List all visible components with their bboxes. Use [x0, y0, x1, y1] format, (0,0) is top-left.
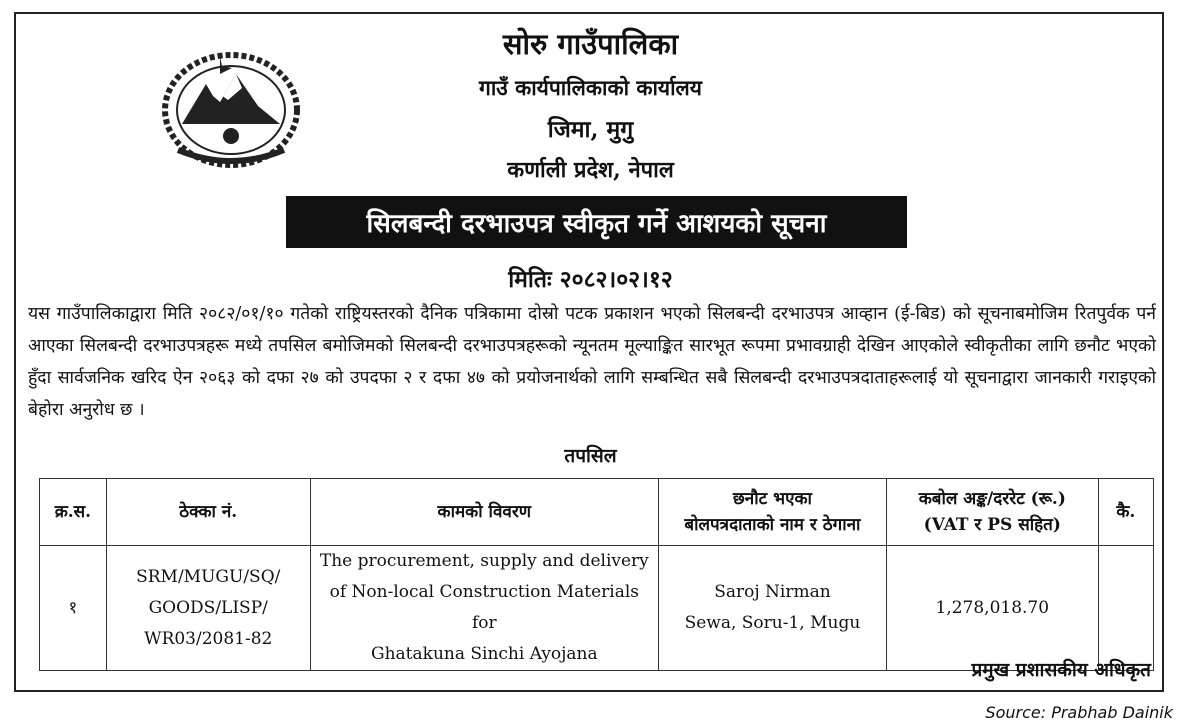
- header-contract: ठेक्का नं.: [106, 479, 310, 546]
- notice-title-banner: सिलबन्दी दरभाउपत्र स्वीकृत गर्ने आशयको सूचना: [286, 196, 907, 248]
- desc-line3: Ghatakuna Sinchi Ayojana: [371, 644, 598, 664]
- header-remarks: कै.: [1098, 479, 1153, 546]
- municipality-title: सोरु गाउँपालिका: [502, 27, 679, 61]
- cell-description: [310, 546, 658, 671]
- header-amount-line1: कबोल अङ्क/दररेट (रू.): [918, 489, 1066, 509]
- signer-title: प्रमुख प्रशासकीय अधिकृत: [971, 659, 1151, 681]
- cell-sn: १: [40, 546, 107, 671]
- header-description: कामको विवरण: [310, 479, 658, 546]
- desc-line2: of Non-local Construction Materials for: [329, 582, 640, 633]
- header-bidder-line2: बोलपत्रदाताको नाम र ठेगाना: [684, 515, 861, 535]
- award-table: [39, 478, 1154, 671]
- table-heading: तपसिल: [564, 445, 617, 467]
- header-bidder: [659, 479, 887, 546]
- desc-line1: The procurement, supply and delivery: [319, 551, 649, 571]
- province-line: कर्णाली प्रदेश, नेपाल: [507, 157, 674, 183]
- notice-date: मितिः २०८२।०२।१२: [508, 266, 673, 293]
- bidder-line2: Sewa, Soru-1, Mugu: [684, 613, 861, 633]
- notice-body: यस गाउँपालिकाद्वारा मिति २०८२/०१/१० गतेको राष्ट्रियस्तरको दैनिक पत्रिकामा दोस्रो पटक प्रकाशन भएको सिलबन्दी दरभाउपत्र आव्हान (ई-बिड) को सूचनाबमोजिम रितपुर्वक पर्न आएका सिलबन्दी दरभाउपत्रहरू मध्ये तपसिल बमोजिमको सिलबन्दी दरभाउपत्रहरूको न्यूनतम मूल्याङ्कित सारभूत रूपमा प्रभावग्राही देखिन आएकोले स्वीकृतीका लागि छनौट भएको हुँदा सार्वजनिक खरिद ऐन २०६३ को दफा २७ को उपदफा २ र दफा ४७ को प्रयोजनार्थको लागि सम्बन्धित सबै सिलबन्दी दरभाउपत्रदाताहरूलाई यो सूचनाद्वारा जानकारी गराइएको बेहोरा अनुरोध छ ।: [28, 304, 1156, 420]
- office-name: गाउँ कार्यपालिकाको कार्यालय: [479, 75, 702, 100]
- office-location: जिमा, मुगु: [547, 116, 634, 143]
- header-amount: [886, 479, 1098, 546]
- cell-bidder: [659, 546, 887, 671]
- table-header-row: [40, 479, 1154, 546]
- header-bidder-line1: छनौट भएका: [732, 489, 812, 509]
- table-row: [40, 546, 1154, 671]
- bidder-line1: Saroj Nirman: [714, 582, 831, 602]
- contract-line1: SRM/MUGU/SQ/: [136, 566, 281, 587]
- contract-line2: GOODS/LISP/: [148, 597, 268, 618]
- cell-remarks: [1098, 546, 1153, 671]
- header-amount-line2: (VAT र PS सहित): [923, 515, 1061, 535]
- cell-amount: 1,278,018.70: [886, 546, 1098, 671]
- contract-line3: WR03/2081-82: [144, 628, 273, 649]
- source-credit: Source: Prabhab Dainik: [985, 703, 1173, 722]
- nepal-emblem-icon: [158, 44, 304, 172]
- cell-contract: [106, 546, 310, 671]
- header-sn: क्र.स.: [40, 479, 107, 546]
